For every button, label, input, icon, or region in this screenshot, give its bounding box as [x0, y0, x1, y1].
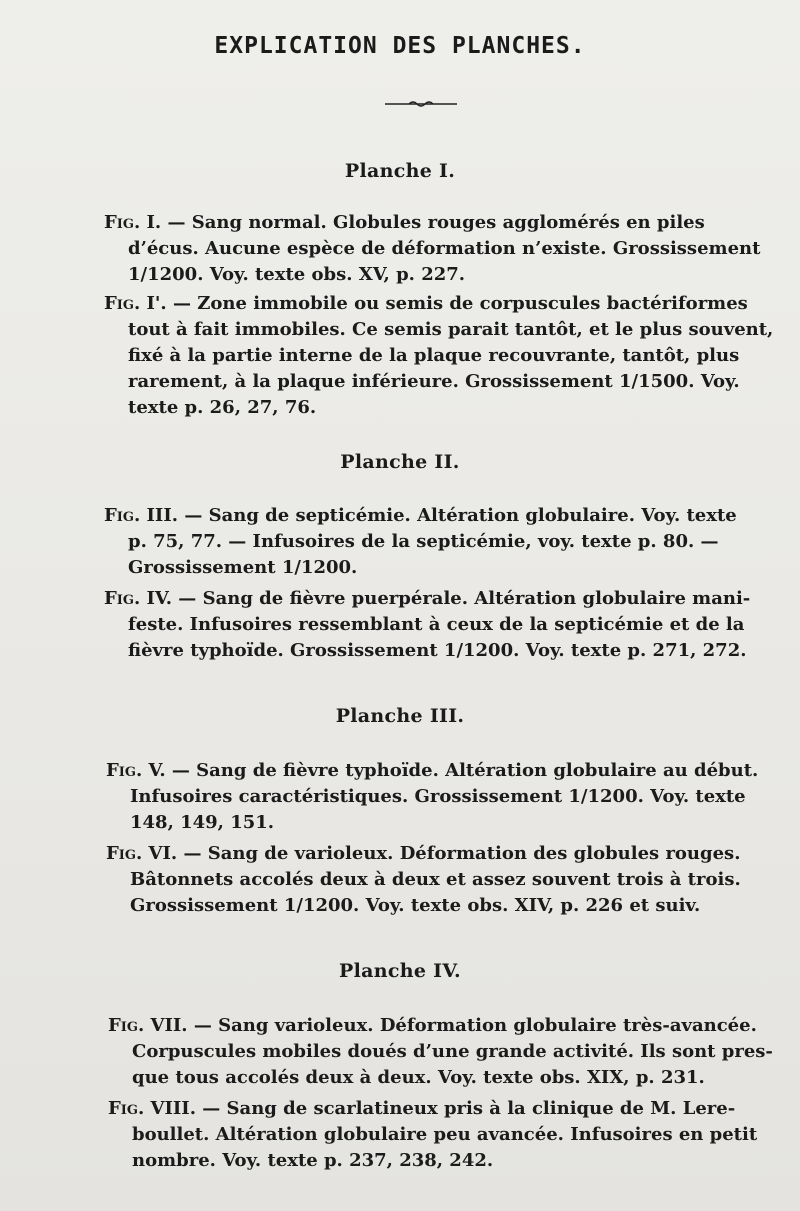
figure-text-line: nombre. Voy. texte p. 237, 238, 242.: [132, 1150, 494, 1171]
plate-heading-1: Planche I.: [344, 160, 456, 182]
figure-text-line: Bâtonnets accolés deux à deux et assez souvent trois à trois.: [130, 869, 741, 890]
figure-text-line: — Sang de fièvre typhoïde. Altération globulaire au début.: [171, 760, 759, 781]
figure-label: Fig. I.: [104, 212, 162, 233]
figure-entry-4: [104, 586, 754, 664]
figure-entry-5: [106, 758, 759, 836]
plate-heading-4: Planche IV.: [339, 960, 461, 982]
figure-text-line: tout à fait immobiles. Ce semis parait tantôt, et le plus souvent,: [128, 319, 774, 340]
figure-entry-1: [104, 210, 761, 288]
figure-text-line: — Sang normal. Globules rouges agglomérés en piles: [167, 212, 705, 233]
figure-text-line: — Sang de septicémie. Altération globulaire. Voy. texte: [184, 505, 737, 526]
figure-text-line: Infusoires caractéristiques. Grossissement 1/1200. Voy. texte: [130, 786, 746, 807]
plate-heading-2: Planche II.: [340, 451, 460, 473]
ornament-divider-icon: [385, 99, 457, 109]
figure-text-line: fixé à la partie interne de la plaque recouvrante, tantôt, plus: [128, 345, 740, 366]
figure-label: Fig. IV.: [104, 588, 173, 609]
figure-text-line: Corpuscules mobiles doués d’une grande activité. Ils sont pres-: [132, 1041, 773, 1062]
plate-heading-3: Planche III.: [335, 705, 465, 727]
figure-text-line: — Zone immobile ou semis de corpuscules bactériformes: [172, 293, 748, 314]
figure-label: Fig. VII.: [108, 1015, 188, 1036]
figure-text-line: 148, 149, 151.: [130, 812, 275, 833]
figure-entry-2: [104, 291, 774, 421]
figure-label: Fig. VI.: [106, 843, 178, 864]
figure-text-line: — Sang de varioleux. Déformation des globules rouges.: [183, 843, 741, 864]
figure-entry-3: [104, 503, 754, 581]
figure-label: Fig. III.: [104, 505, 179, 526]
figure-entry-6: [106, 841, 756, 919]
page-title: EXPLICATION DES PLANCHES.: [214, 33, 586, 59]
figure-text-line: — Sang de fièvre puerpérale. Altération globulaire mani-: [178, 588, 751, 609]
figure-entry-8: [108, 1096, 758, 1174]
figure-text-line: 1/1200. Voy. texte obs. XV, p. 227.: [128, 264, 466, 285]
figure-text-line: feste. Infusoires ressemblant à ceux de la septicémie et de la: [128, 614, 745, 635]
figure-text-line: — Sang de scarlatineux pris à la clinique de M. Lere-: [202, 1098, 736, 1119]
figure-text-line: rarement, à la plaque inférieure. Grossissement 1/1500. Voy.: [128, 371, 740, 392]
figure-text-line: d’écus. Aucune espèce de déformation n’existe. Grossissement: [128, 238, 761, 259]
figure-text-line: — Sang varioleux. Déformation globulaire très-avancée.: [193, 1015, 757, 1036]
figure-text-line: texte p. 26, 27, 76.: [128, 397, 317, 418]
figure-text-line: boullet. Altération globulaire peu avancée. Infusoires en petit: [132, 1124, 758, 1145]
figure-text-line: que tous accolés deux à deux. Voy. texte obs. XIX, p. 231.: [132, 1067, 705, 1088]
figure-entry-7: [108, 1013, 773, 1091]
figure-label: Fig. V.: [106, 760, 166, 781]
figure-text-line: fièvre typhoïde. Grossissement 1/1200. Voy. texte p. 271, 272.: [128, 640, 747, 661]
figure-text-line: Grossissement 1/1200.: [128, 557, 358, 578]
figure-text-line: Grossissement 1/1200. Voy. texte obs. XIV, p. 226 et suiv.: [130, 895, 701, 916]
figure-label: Fig. VIII.: [108, 1098, 196, 1119]
figure-label: Fig. I'.: [104, 293, 167, 314]
figure-text-line: p. 75, 77. — Infusoires de la septicémie, voy. texte p. 80. —: [128, 531, 719, 552]
